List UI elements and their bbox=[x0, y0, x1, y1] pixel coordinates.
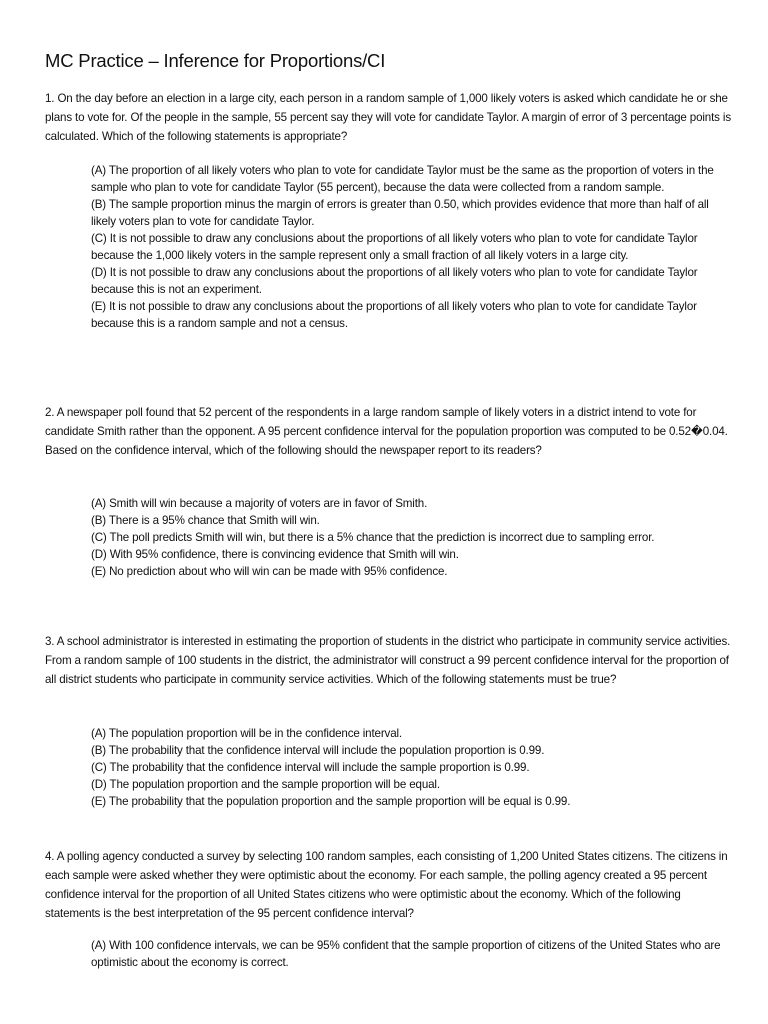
question-3-choice-c: (C) The probability that the confidence interval will include the sample proportion is 0.99. bbox=[91, 761, 530, 774]
question-2-stem: 2. A newspaper poll found that 52 percent of the respondents in a large random sample of likely voters in a district intend to vote for candidate Smith rather than the opponent. A 95 percent confidence interval for the population proportion was computed to be 0.52�0.04. Based on the confidence interval, which of the following should the newspaper report to its readers? bbox=[45, 406, 728, 457]
question-2-choice-d: (D) With 95% confidence, there is convincing evidence that Smith will win. bbox=[91, 548, 459, 561]
question-2-choice-e: (E) No prediction about who will win can be made with 95% confidence. bbox=[91, 565, 448, 578]
question-4-stem: 4. A polling agency conducted a survey by selecting 100 random samples, each consisting of 1,200 United States citizens. The citizens in each sample were asked whether they were optimistic about the economy. For each sample, the polling agency created a 95 percent confidence interval for the proportion of all United States citizens who were optimistic about the economy. Which of the following statements is the best interpretation of the 95 percent confidence interval? bbox=[45, 850, 728, 920]
question-2-choice-c: (C) The poll predicts Smith will win, but there is a 5% chance that the prediction is incorrect due to sampling error. bbox=[91, 531, 655, 544]
question-3-choice-a: (A) The population proportion will be in the confidence interval. bbox=[91, 727, 402, 740]
question-2-choice-a: (A) Smith will win because a majority of voters are in favor of Smith. bbox=[91, 497, 428, 510]
question-4-choices bbox=[91, 937, 731, 971]
question-1-choice-b: (B) The sample proportion minus the margin of errors is greater than 0.50, which provides evidence that more than half of all likely voters plan to vote for candidate Taylor. bbox=[91, 198, 709, 228]
question-2-choices bbox=[91, 495, 731, 580]
question-3-choices bbox=[91, 725, 731, 810]
question-1-choices bbox=[91, 162, 731, 332]
question-1-choice-c: (C) It is not possible to draw any conclusions about the proportions of all likely voters who plan to vote for candidate Taylor because the 1,000 likely voters in the sample represent only a small fraction of all likely voters in a large city. bbox=[91, 232, 698, 262]
page-title: MC Practice – Inference for Proportions/CI bbox=[45, 50, 386, 71]
question-3-choice-e: (E) The probability that the population proportion and the sample proportion will be equal is 0.99. bbox=[91, 795, 571, 808]
question-3-stem: 3. A school administrator is interested in estimating the proportion of students in the district who participate in community service activities. From a random sample of 100 students in the district, the administrator will construct a 99 percent confidence interval for the proportion of all district students who participate in community service activities. Which of the following statements must be true? bbox=[45, 635, 731, 686]
question-4-choice-a: (A) With 100 confidence intervals, we can be 95% confident that the sample proportion of citizens of the United States who are optimistic about the economy is correct. bbox=[91, 939, 721, 969]
question-1-stem: 1. On the day before an election in a large city, each person in a random sample of 1,000 likely voters is asked which candidate he or she plans to vote for. Of the people in the sample, 55 percent say they will vote for candidate Taylor. A margin of error of 3 percentage points is calculated. Which of the following statements is appropriate? bbox=[45, 92, 731, 143]
question-1-choice-a: (A) The proportion of all likely voters who plan to vote for candidate Taylor must be the same as the proportion of voters in the sample who plan to vote for candidate Taylor (55 percent), because the data were collected from a random sample. bbox=[91, 164, 714, 194]
question-1-choice-d: (D) It is not possible to draw any conclusions about the proportions of all likely voters who plan to vote for candidate Taylor because this is not an experiment. bbox=[91, 266, 698, 296]
question-3-choice-b: (B) The probability that the confidence interval will include the population proportion is 0.99. bbox=[91, 744, 545, 757]
question-2-choice-b: (B) There is a 95% chance that Smith will win. bbox=[91, 514, 320, 527]
question-3-choice-d: (D) The population proportion and the sample proportion will be equal. bbox=[91, 778, 440, 791]
question-1-choice-e: (E) It is not possible to draw any conclusions about the proportions of all likely voters who plan to vote for candidate Taylor because this is a random sample and not a census. bbox=[91, 300, 697, 330]
